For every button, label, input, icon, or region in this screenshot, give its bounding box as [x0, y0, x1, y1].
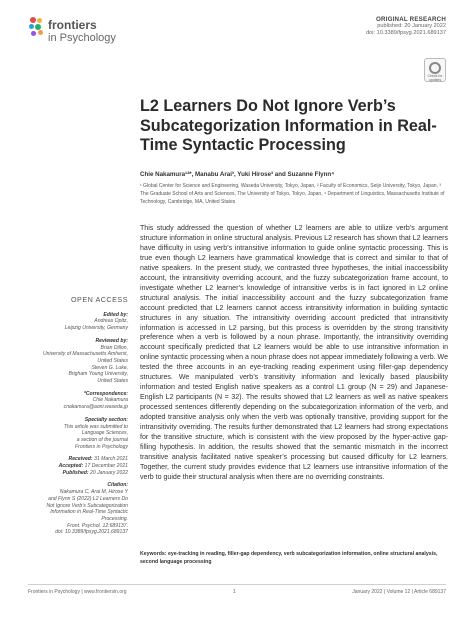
specialty-line: Language Sciences,: [81, 430, 128, 437]
brand-name: frontiers: [48, 18, 97, 32]
published-row: [28, 470, 128, 477]
accepted-row: [28, 463, 128, 470]
check-for-updates-label: Check for updates: [427, 74, 443, 82]
keywords: [140, 551, 448, 566]
logo-dot: [29, 24, 34, 29]
citation-line: Not Ignore Verb’s Subcategorization: [46, 502, 128, 509]
citation-line: and Flynn S (2022) L2 Learners Do: [48, 495, 128, 502]
logo-dot: [37, 18, 42, 23]
citation-label: Citation:: [107, 482, 128, 489]
article-doi[interactable]: doi: 10.3389/fpsyg.2021.689137: [366, 30, 446, 36]
logo-dot: [30, 17, 36, 23]
correspondence-name: Chie Nakamura: [92, 397, 128, 404]
keywords-text: eye-tracking in reading, filler-gap dependency, verb subcategorization information, online structural analysis, second language processing: [140, 551, 438, 565]
logo-dot: [31, 31, 36, 36]
accepted-date: 17 December 2021: [84, 463, 128, 470]
article-sidebar: [28, 297, 128, 536]
author-list: Chie Nakamura¹²*, Manabu Arai³, Yuki Hirose³ and Suzanne Flynn⁴: [140, 171, 335, 178]
frontiers-logo-icon: [28, 16, 46, 38]
keywords-label: Keywords:: [140, 551, 167, 557]
reviewer-line: Brigham Young University,: [68, 371, 128, 378]
specialty-line: a section of the journal: [76, 436, 128, 443]
published-label: Published:: [62, 469, 89, 476]
citation-line: Processing.: [101, 515, 128, 522]
editor-line: Leipzig University, Germany: [64, 325, 128, 332]
footer-issue-info: January 2022 | Volume 12 | Article 689137: [352, 589, 446, 595]
reviewer-line: University of Massachusetts Amherst,: [42, 351, 128, 358]
reviewer-line: Steven G. Luke,: [91, 364, 128, 371]
article-title: L2 Learners Do Not Ignore Verb’s Subcategorization Information in Real-Time Syntactic Processing: [140, 97, 437, 155]
editor-line: Andreas Opitz,: [94, 318, 128, 325]
abstract: This study addressed the question of whether L2 learners are able to utilize verb’s argument structure information in online structural analysis. Previous L2 research has shown that L2 learners have difficulty in using verb’s intransitive information to guide online syntactic processing. This is true even though L2 learners have grammatical knowledge that is correct and similar to that of native speakers. In the present study, we contrasted three hypotheses, the initial inaccessibility account, the intransitivity overriding account, and the fuzzy subcategorization frame account, to investigate whether L2 learner’s knowledge of intransitive verbs is in fact ignored in L2 online structural analysis. The initial inaccessibility account and the fuzzy subcategorization frame account predicted that L2 learners cannot access intransitivity information in building syntactic structures in any situation. The intransitivity overriding account predicted that intransitivity information is accessed in L2 parsing, but this process is overridden by the strong transitivity preference when a verb is followed by a noun phrase. Importantly, the intransitivity overriding account specifically predicted that L2 learners would be able to use intransitive information in online syntactic processing when a noun phrase does not appear immediately following a verb. We tested the three accounts in an eye-tracking reading experiment using filler-gap dependency structures. We manipulated verb’s transitivity information and lexically based plausibility information and tested English native speakers as a control L1 group (N = 29) and Japanese-English L2 participants (N = 32). The results showed that L2 learners as well as native speakers processed sentences differently depending on the subcategorization information of the verb, and adopted transitive analysis only when the verb was optionally transitive, providing support for the intransitivity overriding. The results further demonstrated that L2 learners had strong expectations for the transitive structure, which is consistent with the view proposed by the hyper-active gap-filling hypothesis. In addition, the results showed that the semantic mismatch in the incorrect transitive analysis facilitated native speaker’s processing but caused difficulty for L2 learners. Together, the current study provides evidence that L2 learners use intransitive information of the verb to guide their structural analysis when there are no overriding constraints.: [140, 225, 448, 481]
article-meta: [366, 16, 446, 37]
affiliations: ¹ Global Center for Science and Engineering, Waseda University, Tokyo, Japan, ² Faculty of Economics, Seijo University, Tokyo, Japan, ³ The Graduate School of Arts and Sciences, The University of Tokyo, Tokyo, Japan, ⁴ Department of Linguistics, Massachusetts Institute of Technology, Cambridge, MA, United States: [140, 183, 445, 205]
check-for-updates-button[interactable]: [424, 58, 446, 82]
check-for-updates-icon: [429, 62, 441, 74]
page-number: 1: [233, 589, 236, 595]
accepted-label: Accepted:: [58, 463, 84, 470]
reviewer-line: United States: [97, 357, 128, 364]
dates-block: [28, 456, 128, 476]
citation-line: Front. Psychol. 12:689137.: [67, 522, 128, 529]
citation-line: Information in Real-Time Syntactic: [50, 509, 128, 516]
citation-doi[interactable]: doi: 10.3389/fpsyg.2021.689137: [55, 529, 128, 536]
reviewer-line: Brian Dillon,: [100, 344, 128, 351]
reviewer-line: United States: [97, 378, 128, 385]
logo-dot: [38, 30, 43, 35]
footer-divider: [28, 584, 446, 585]
open-access-label: OPEN ACCESS: [70, 295, 128, 304]
published-date-sidebar: 20 January 2022: [90, 469, 128, 476]
received-label: Received:: [68, 456, 93, 463]
received-date: 31 March 2021: [94, 456, 128, 463]
correspondence-label: *Correspondence:: [83, 390, 128, 397]
journal-name: in Psychology: [48, 32, 116, 44]
citation-line: Nakamura C, Arai M, Hirose Y: [59, 489, 128, 496]
correspondence-email[interactable]: cnakamura@aoni.waseda.jp: [63, 404, 128, 411]
published-date: published: 20 January 2022: [377, 23, 446, 29]
footer-journal-link[interactable]: Frontiers in Psychology | www.frontiersin.org: [28, 589, 127, 595]
article-type: ORIGINAL RESEARCH: [376, 16, 446, 23]
specialty-line: Frontiers in Psychology: [75, 443, 128, 450]
journal-logo[interactable]: [28, 16, 178, 50]
received-row: [28, 456, 128, 463]
reviewed-by-label: Reviewed by:: [95, 337, 128, 344]
edited-by-label: Edited by:: [103, 311, 128, 318]
specialty-line: This article was submitted to: [63, 423, 128, 430]
specialty-section-label: Specialty section:: [84, 416, 128, 423]
